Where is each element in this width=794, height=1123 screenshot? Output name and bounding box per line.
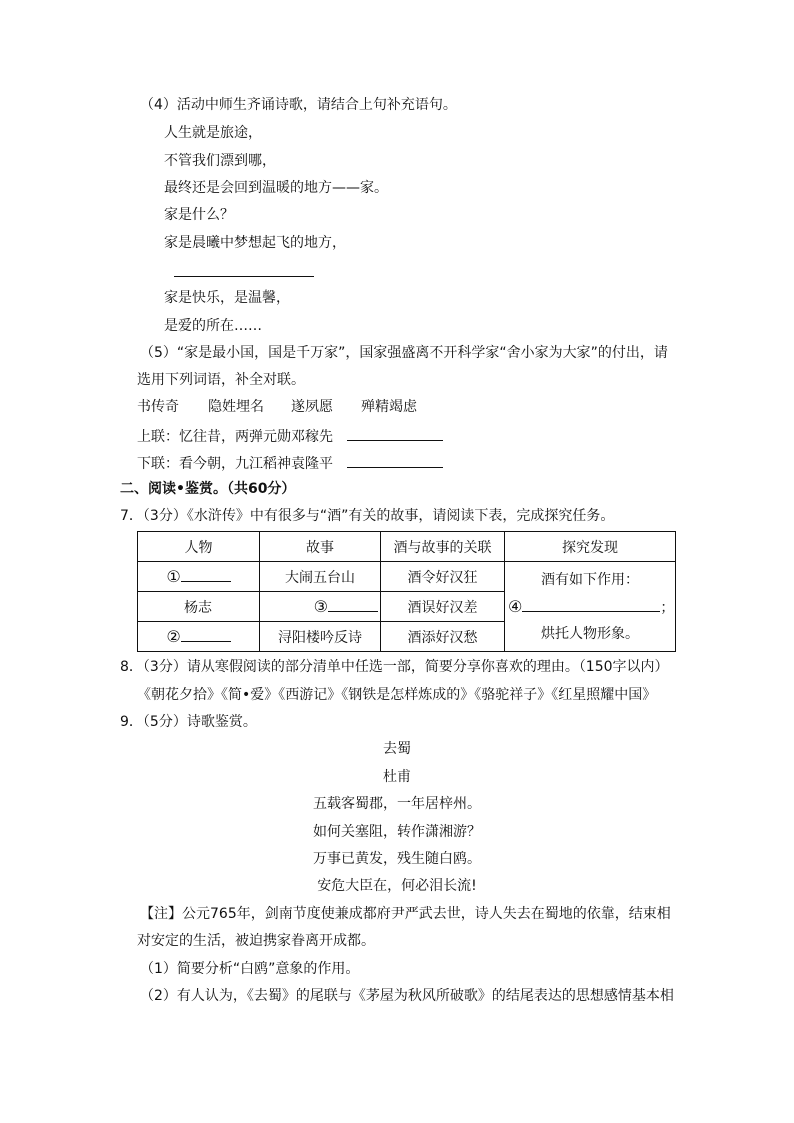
q9-sub1: （1）简要分析“白鸥”意象的作用。 (140, 961, 360, 977)
discovery-cell[interactable] (505, 562, 676, 652)
answer-cell-3[interactable] (260, 592, 381, 622)
poem-line: 最终还是会回到温暖的地方——家。 (164, 180, 388, 196)
header-cell: 人物 (138, 532, 260, 562)
story-cell: 浔阳楼吟反诗 (260, 622, 381, 652)
poem-note: 【注】公元765年，剑南节度使兼成都府尹严武去世，诗人失去在蜀地的依靠，结束相 (140, 906, 671, 922)
poem-line: 家是晨曦中梦想起飞的地方， (164, 235, 346, 251)
answer-cell-1[interactable] (138, 562, 260, 592)
poem-line: 人生就是旅途， (164, 125, 262, 141)
discovery-text-2: 烘托人物形象。 (541, 625, 639, 642)
q4-prompt: （4）活动中师生齐诵诗歌，请结合上句补充语句。 (140, 97, 457, 113)
person-cell: 杨志 (138, 592, 260, 622)
poem-note-cont: 对安定的生活，被迫携家眷离开成都。 (137, 933, 375, 949)
poem-answer-blank[interactable] (174, 262, 314, 282)
link-cell: 酒添好汉愁 (381, 622, 505, 652)
couplet-lower (137, 453, 443, 473)
q8-prompt: 8．（3分）请从寒假阅读的部分清单中任选一部，简要分享你喜欢的理由。（150字以内） (120, 659, 669, 675)
poem-title: 去蜀 (383, 741, 411, 757)
couplet-lower-blank[interactable] (347, 453, 443, 468)
poem-verse: 万事已黄发，残生随白鸥。 (313, 851, 481, 867)
wine-story-table (137, 531, 676, 652)
q5-prompt: （5）“家是最小国，国是千万家”，国家强盛离不开科学家“舍小家为大家”的付出，请 (140, 345, 668, 361)
poem-verse: 如何关塞阻，转作潇湘游？ (313, 824, 481, 840)
poem-verse: 五载客蜀郡，一年居梓州。 (313, 796, 481, 812)
table-header-row (138, 532, 676, 562)
couplet-upper-text: 上联：忆往昔，两弹元勋邓稼先 (137, 429, 333, 445)
poem-line: 家是快乐，是温馨， (164, 290, 290, 306)
poem-verse: 安危大臣在，何必泪长流! (317, 878, 477, 894)
q7-prompt: 7．（3分）《水浒传》中有很多与“酒”有关的故事，请阅读下表，完成探究任务。 (120, 508, 615, 524)
couplet-upper-blank[interactable] (347, 426, 443, 441)
word-option: 隐姓埋名 (208, 399, 264, 415)
book-list: 《朝花夕拾》《简•爱》《西游记》《钢铁是怎样炼成的》《骆驼祥子》《红星照耀中国》 (137, 687, 657, 703)
header-cell: 故事 (260, 532, 381, 562)
discovery-text-1: 酒有如下作用： (541, 571, 639, 588)
poem-author: 杜甫 (383, 769, 411, 785)
circled-mark: ① (166, 567, 181, 586)
answer-cell-2[interactable] (138, 622, 260, 652)
poem-line: 家是什么？ (164, 207, 234, 223)
discovery-blank-line[interactable] (505, 597, 675, 617)
q5-prompt-cont: 选用下列词语，补全对联。 (137, 372, 305, 388)
couplet-upper (137, 426, 443, 446)
table-row (138, 562, 676, 592)
section-heading: 二、阅读•鉴赏。（共60分） (120, 481, 296, 497)
q9-sub2: （2）有人认为，《去蜀》的尾联与《茅屋为秋风所破歌》的结尾表达的思想感情基本相 (140, 988, 674, 1004)
circled-mark: ④ (508, 596, 523, 616)
word-option: 殚精竭虑 (361, 399, 417, 415)
circled-mark: ② (166, 627, 181, 646)
word-option: 遂夙愿 (291, 399, 333, 415)
poem-line: 是爱的所在…… (164, 318, 262, 334)
poem-line: 不管我们漂到哪， (164, 153, 276, 169)
header-cell: 探究发现 (505, 532, 676, 562)
link-cell: 酒令好汉狂 (381, 562, 505, 592)
couplet-lower-text: 下联：看今朝，九江稻神袁隆平 (137, 456, 333, 472)
word-option: 书传奇 (137, 399, 179, 415)
q9-prompt: 9．（5分）诗歌鉴赏。 (120, 714, 257, 730)
semicolon: ； (660, 599, 675, 616)
circled-mark: ③ (313, 597, 328, 616)
link-cell: 酒误好汉差 (381, 592, 505, 622)
story-cell: 大闹五台山 (260, 562, 381, 592)
header-cell: 酒与故事的关联 (381, 532, 505, 562)
